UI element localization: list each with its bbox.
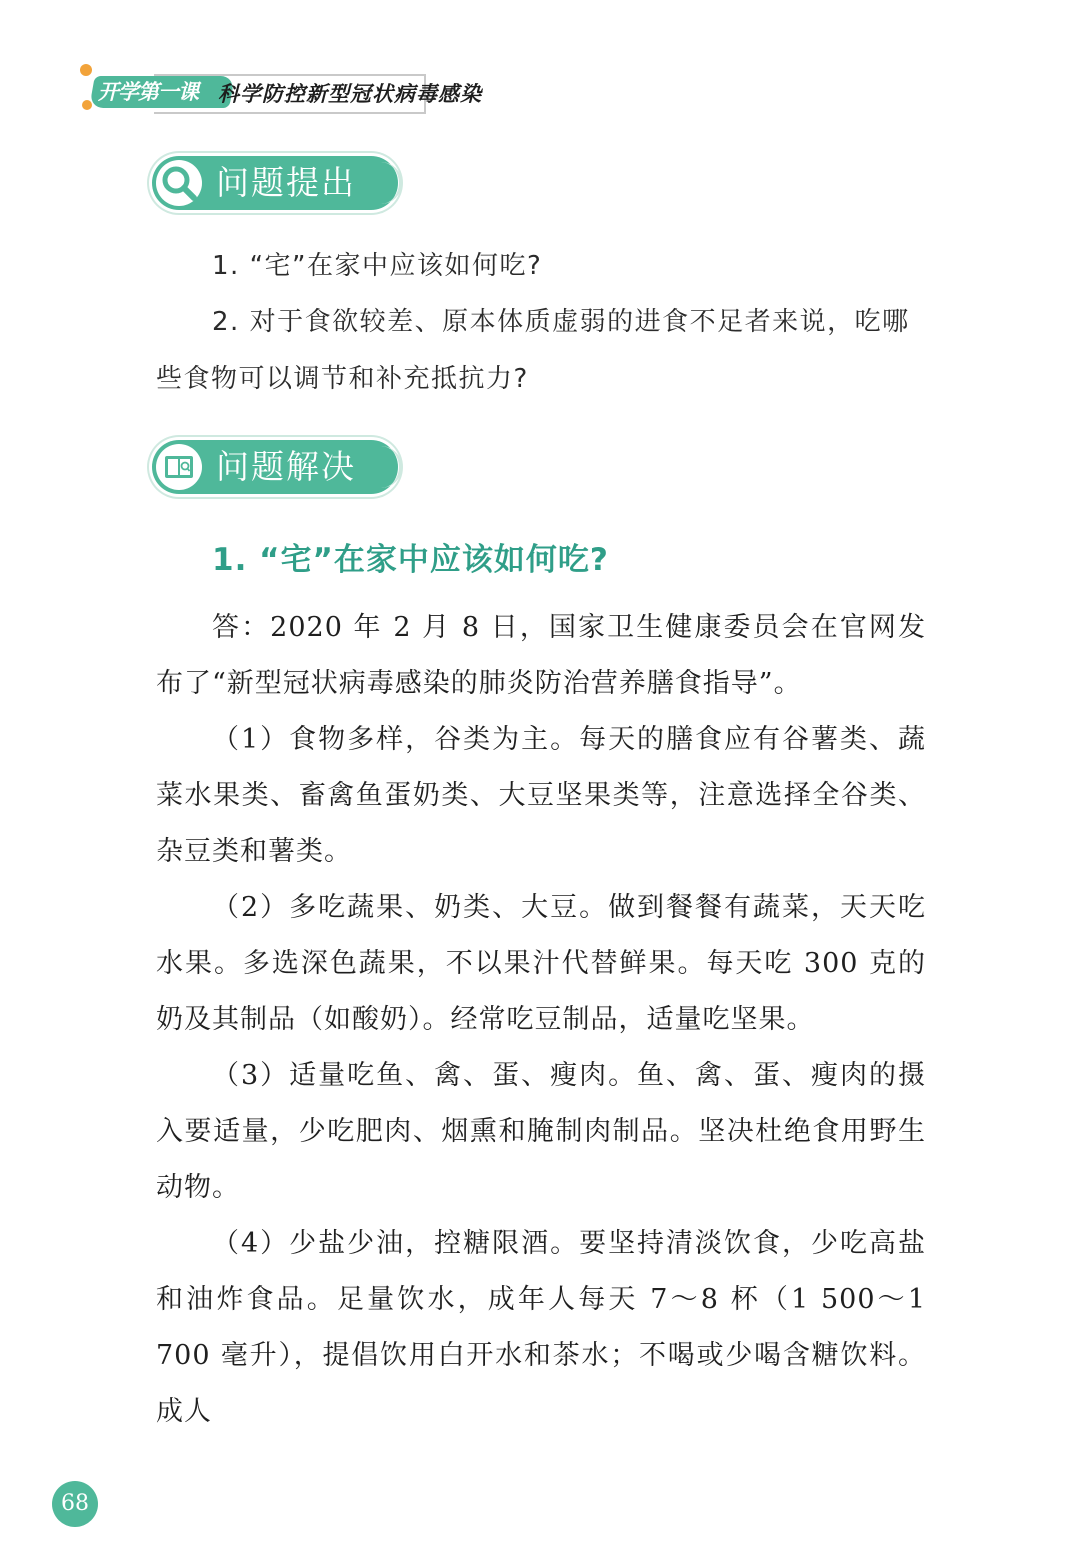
magnifier-icon [156,160,202,206]
decorative-dot [80,64,92,76]
section-label-solution [152,440,398,494]
answer-heading: 1. “宅”在家中应该如何吃? [212,542,609,578]
page-header [78,64,498,116]
question-item: 2. 对于食欲较差、原本体质虚弱的进食不足者来说，吃哪些食物可以调节和补充抵抗力? [156,307,910,394]
answer-body [156,600,926,1440]
section-label-problem [152,156,398,210]
section-title: 问题解决 [216,447,356,486]
answer-paragraph: （1）食物多样，谷类为主。每天的膳食应有谷薯类、蔬菜水果类、畜禽鱼蛋奶类、大豆坚果类等，注意选择全谷类、杂豆类和薯类。 [156,724,926,867]
question-item: 1. “宅”在家中应该如何吃? [212,251,543,281]
answer-paragraph: 答：2020 年 2 月 8 日，国家卫生健康委员会在官网发布了“新型冠状病毒感染的肺炎防治营养膳食指导”。 [156,612,926,699]
series-tag: 开学第一课 [98,80,198,104]
book-title: 科学防控新型冠状病毒感染 [218,82,482,106]
decorative-dot [82,100,92,110]
answer-paragraph: （2）多吃蔬果、奶类、大豆。做到餐餐有蔬菜，天天吃水果。多选深色蔬果，不以果汁代替鲜果。每天吃 300 克的奶及其制品（如酸奶）。经常吃豆制品，适量吃坚果。 [156,892,926,1035]
page-number: 68 [52,1481,98,1527]
answer-paragraph: （3）适量吃鱼、禽、蛋、瘦肉。鱼、禽、蛋、瘦肉的摄入要适量，少吃肥肉、烟熏和腌制肉制品。坚决杜绝食用野生动物。 [156,1060,926,1203]
open-book-icon [156,444,202,490]
section-title: 问题提出 [216,163,356,202]
answer-paragraph: （4）少盐少油，控糖限酒。要坚持清淡饮食，少吃高盐和油炸食品。足量饮水，成年人每天 7～8 杯（1 500～1 700 毫升），提倡饮用白开水和茶水；不喝或少喝含糖饮料。成人 [156,1228,926,1427]
